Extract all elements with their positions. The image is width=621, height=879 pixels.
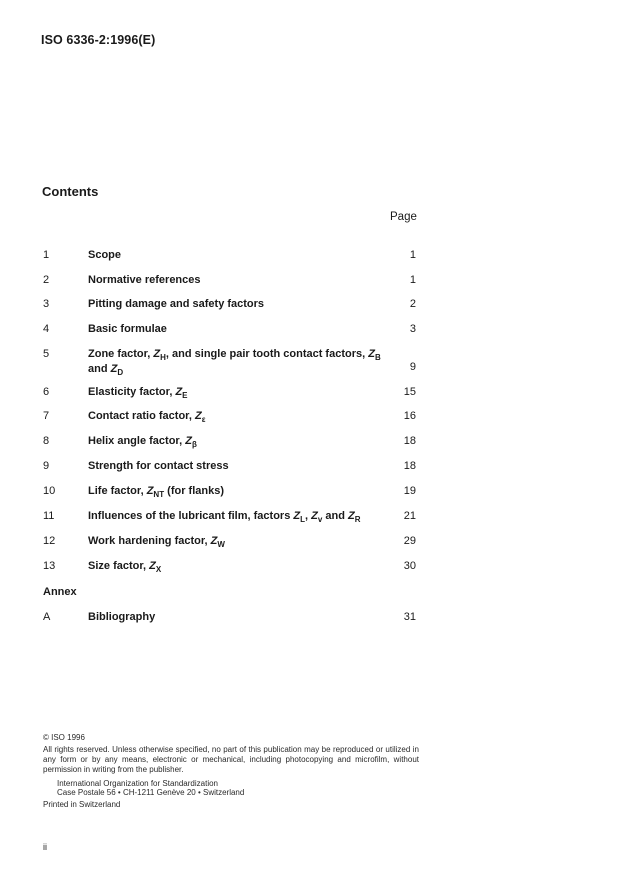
toc-entry-title: Influences of the lubricant film, factors $Z_L$, $Z_v$ and $Z_R$ [88, 510, 361, 524]
toc-entry-page: 18 [403, 435, 416, 447]
toc-entry-page: 1 [409, 249, 416, 261]
toc-entry-page: 1 [409, 274, 416, 286]
printed-in: Printed in Switzerland [43, 800, 121, 809]
annex-heading: Annex [43, 586, 77, 598]
toc-entry[interactable] [43, 386, 418, 402]
toc-entry-title: Helix angle factor, $Z_\beta$ [88, 435, 197, 449]
toc-entry[interactable] [43, 274, 418, 290]
toc-entry-page: 18 [403, 460, 416, 472]
toc-entry-page: 9 [409, 361, 416, 373]
toc-entry-title: Work hardening factor, $Z_W$ [88, 535, 225, 549]
toc-entry-page: 29 [403, 535, 416, 547]
publisher-address: Case Postale 56 • CH-1211 Genève 20 • Switzerland [57, 788, 245, 797]
toc-entry-page: 31 [403, 611, 416, 623]
toc-entry-page: 30 [403, 560, 416, 572]
rights-statement: All rights reserved. Unless otherwise specified, no part of this publication may be reproduced or utilized in any form or by any means, electronic or mechanical, including photocopying and microfilm, without permission in writing from the publisher. [43, 745, 419, 774]
toc-entry-number: 12 [43, 535, 56, 547]
toc-entry[interactable] [43, 298, 418, 314]
toc-entry-number: 2 [43, 274, 50, 286]
toc-entry-number: 13 [43, 560, 56, 572]
toc-entry-title: Scope [88, 249, 122, 261]
toc-entry-title: Strength for contact stress [88, 460, 229, 472]
publisher-name: International Organization for Standardization [57, 779, 218, 788]
toc-entry-number: 10 [43, 485, 56, 497]
toc-entry-page: 3 [409, 323, 416, 335]
toc-entry[interactable] [43, 535, 418, 551]
toc-entry-title: Normative references [88, 274, 201, 286]
toc-entry[interactable] [43, 510, 418, 526]
toc-entry-page: 15 [403, 386, 416, 398]
toc-entry-number: 3 [43, 298, 50, 310]
toc-entry-page: 21 [403, 510, 416, 522]
toc-entry-number: A [43, 611, 51, 623]
toc-entry-title: Pitting damage and safety factors [88, 298, 265, 310]
toc-entry-title: Zone factor, $Z_H$, and single pair tooth contact factors, $Z_B$ and $Z_D$ [88, 348, 381, 377]
toc-entry-number: 5 [43, 348, 50, 360]
toc-entry-title: Life factor, $Z_{NT}$ (for flanks) [88, 485, 224, 499]
toc-entry[interactable] [43, 485, 418, 501]
toc-entry-title: Size factor, $Z_X$ [88, 560, 162, 574]
toc-entry-number: 1 [43, 249, 50, 261]
copyright-notice: © ISO 1996 [43, 733, 85, 742]
toc-entry-number: 6 [43, 386, 50, 398]
toc-entry[interactable] [43, 460, 418, 476]
page-number: ii [43, 842, 47, 852]
toc-entry-number: 9 [43, 460, 50, 472]
toc-entry[interactable] [43, 560, 418, 576]
toc-entry-number: 4 [43, 323, 50, 335]
toc-entry-title: Contact ratio factor, $Z_\varepsilon$ [88, 410, 206, 424]
toc-entry-number: 7 [43, 410, 50, 422]
toc-entry[interactable] [43, 249, 418, 265]
toc-entry-number: 8 [43, 435, 50, 447]
document-id: ISO 6336-2:1996(E) [41, 33, 156, 47]
page-column-header: Page [390, 211, 417, 223]
toc-entry-number: 11 [43, 510, 55, 522]
toc-entry-title: Elasticity factor, $Z_E$ [88, 386, 188, 400]
toc-entry[interactable] [43, 410, 418, 426]
toc-entry-page: 16 [403, 410, 416, 422]
toc-entry[interactable] [43, 323, 418, 339]
toc-entry-title: Bibliography [88, 611, 156, 623]
toc-entry[interactable] [43, 611, 418, 627]
toc-entry-page: 2 [409, 298, 416, 310]
toc-entry-title: Basic formulae [88, 323, 167, 335]
toc-entry[interactable] [43, 348, 418, 378]
contents-title: Contents [42, 184, 99, 199]
toc-entry-page: 19 [403, 485, 416, 497]
toc-entry[interactable] [43, 435, 418, 451]
